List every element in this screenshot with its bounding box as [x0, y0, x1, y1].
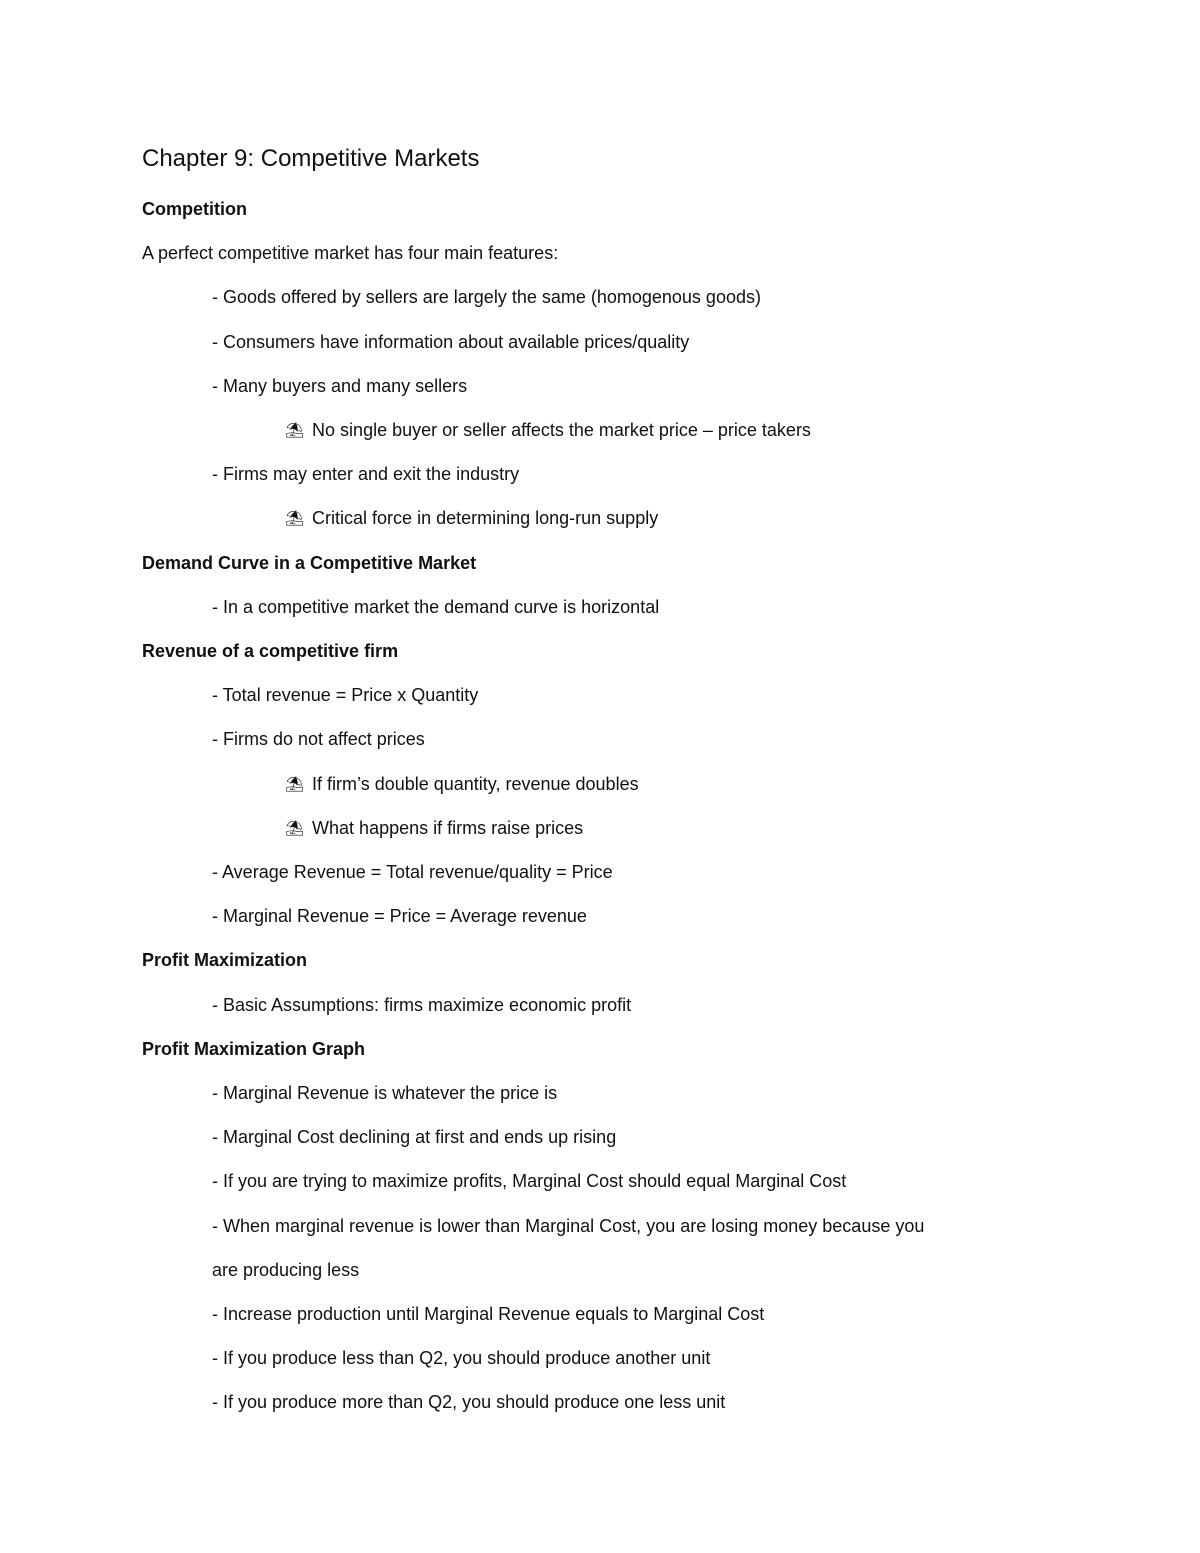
section-heading [142, 948, 307, 972]
sub-bullet-item [285, 418, 811, 443]
bullet-item [212, 595, 659, 619]
line-text: - If you are trying to maximize profits, Marginal Cost should equal Marginal Cost [212, 1171, 847, 1191]
bullet-item [212, 1390, 725, 1414]
line-text: - Basic Assumptions: firms maximize economic profit [212, 995, 632, 1015]
bullet-item [212, 1081, 557, 1105]
umbrella-icon: ⛱ [285, 510, 305, 527]
line-text: No single buyer or seller affects the market price – price takers [312, 420, 811, 440]
line-text: What happens if firms raise prices [312, 818, 584, 838]
paragraph-text [142, 241, 558, 265]
sub-bullet-item [285, 816, 583, 841]
line-text: - If you produce less than Q2, you should produce another unit [212, 1348, 711, 1368]
section-heading [142, 1037, 365, 1061]
sub-bullet-item [285, 772, 639, 797]
bullet-item [212, 1258, 359, 1282]
umbrella-icon: ⛱ [285, 422, 305, 439]
line-text: - When marginal revenue is lower than Marginal Cost, you are losing money because you [212, 1216, 925, 1236]
bullet-item [212, 285, 761, 309]
section-heading [142, 639, 398, 663]
line-text: - If you produce more than Q2, you should produce one less unit [212, 1392, 726, 1412]
line-text: - Increase production until Marginal Revenue equals to Marginal Cost [212, 1304, 765, 1324]
line-text: - Many buyers and many sellers [212, 376, 468, 396]
line-text: - Marginal Revenue = Price = Average revenue [212, 906, 587, 926]
sub-bullet-item [285, 506, 658, 531]
bullet-item [212, 1346, 710, 1370]
line-text: - Average Revenue = Total revenue/quality = Price [212, 862, 613, 882]
line-text: are producing less [212, 1260, 360, 1280]
line-text: - Firms may enter and exit the industry [212, 464, 520, 484]
bullet-item [212, 462, 519, 486]
line-text: - Firms do not affect prices [212, 729, 425, 749]
bullet-item [212, 374, 467, 398]
line-text: - Marginal Revenue is whatever the price is [212, 1083, 558, 1103]
bullet-item [212, 1214, 924, 1238]
bullet-item [212, 904, 587, 928]
line-text: Revenue of a competitive firm [142, 641, 399, 661]
line-text: - Goods offered by sellers are largely the same (homogenous goods) [212, 287, 761, 307]
line-text: - Marginal Cost declining at first and ends up rising [212, 1127, 617, 1147]
bullet-item [212, 330, 689, 354]
bullet-item [212, 683, 478, 707]
line-text: Profit Maximization Graph [142, 1039, 366, 1059]
bullet-item [212, 727, 425, 751]
line-text: - In a competitive market the demand curve is horizontal [212, 597, 660, 617]
line-text: A perfect competitive market has four main features: [142, 243, 559, 263]
line-text: Critical force in determining long-run supply [312, 508, 659, 528]
line-text: Profit Maximization [142, 950, 308, 970]
umbrella-icon: ⛱ [285, 776, 305, 793]
bullet-item [212, 993, 631, 1017]
section-heading [142, 551, 476, 575]
section-heading [142, 197, 247, 221]
line-text: Demand Curve in a Competitive Market [142, 553, 477, 573]
bullet-item [212, 1169, 846, 1193]
bullet-item [212, 1125, 616, 1149]
bullet-item [212, 860, 613, 884]
line-text: - Total revenue = Price x Quantity [212, 685, 479, 705]
line-text: If firm’s double quantity, revenue doubles [312, 774, 639, 794]
bullet-item [212, 1302, 764, 1326]
umbrella-icon: ⛱ [285, 820, 305, 837]
line-text: Competition [142, 199, 247, 219]
page-title: Chapter 9: Competitive Markets [142, 145, 480, 172]
line-text: - Consumers have information about available prices/quality [212, 332, 690, 352]
